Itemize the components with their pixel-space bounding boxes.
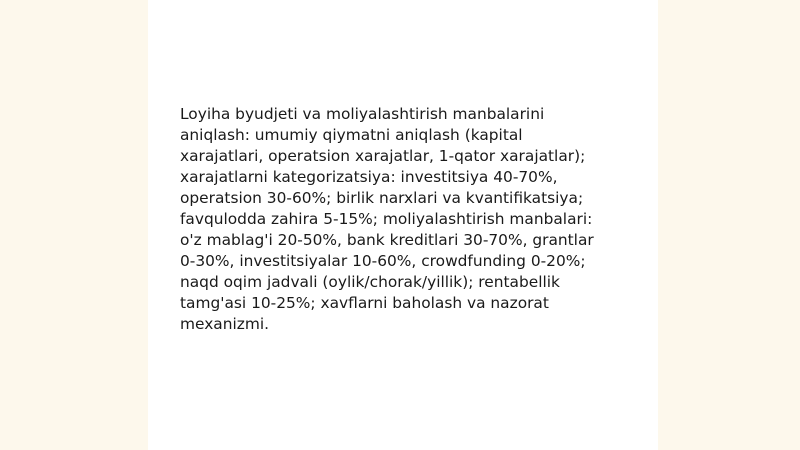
document-page <box>148 0 658 450</box>
document-body-text: Loyiha byudjeti va moliyalashtirish manbalarini aniqlash: umumiy qiymatni aniqlash (kapital xarajatlari, operatsion xarajatlar, 1-qator xarajatlar); xarajatlarni kategorizatsiya: investitsiya 40-70%, operatsion 30-60%; birlik narxlari va kvantifikatsiya; favqulodda zahira 5-15%; moliyalashtirish manbalari: o'z mablag'i 20-50%, bank kreditlari 30-70%, grantlar 0-30%, investitsiyalar 10-60%, crowdfunding 0-20%; naqd oqim jadvali (oylik/chorak/yillik); rentabellik tamg'asi 10-25%; xavflarni baholash va nazorat mexanizmi. <box>180 105 594 333</box>
